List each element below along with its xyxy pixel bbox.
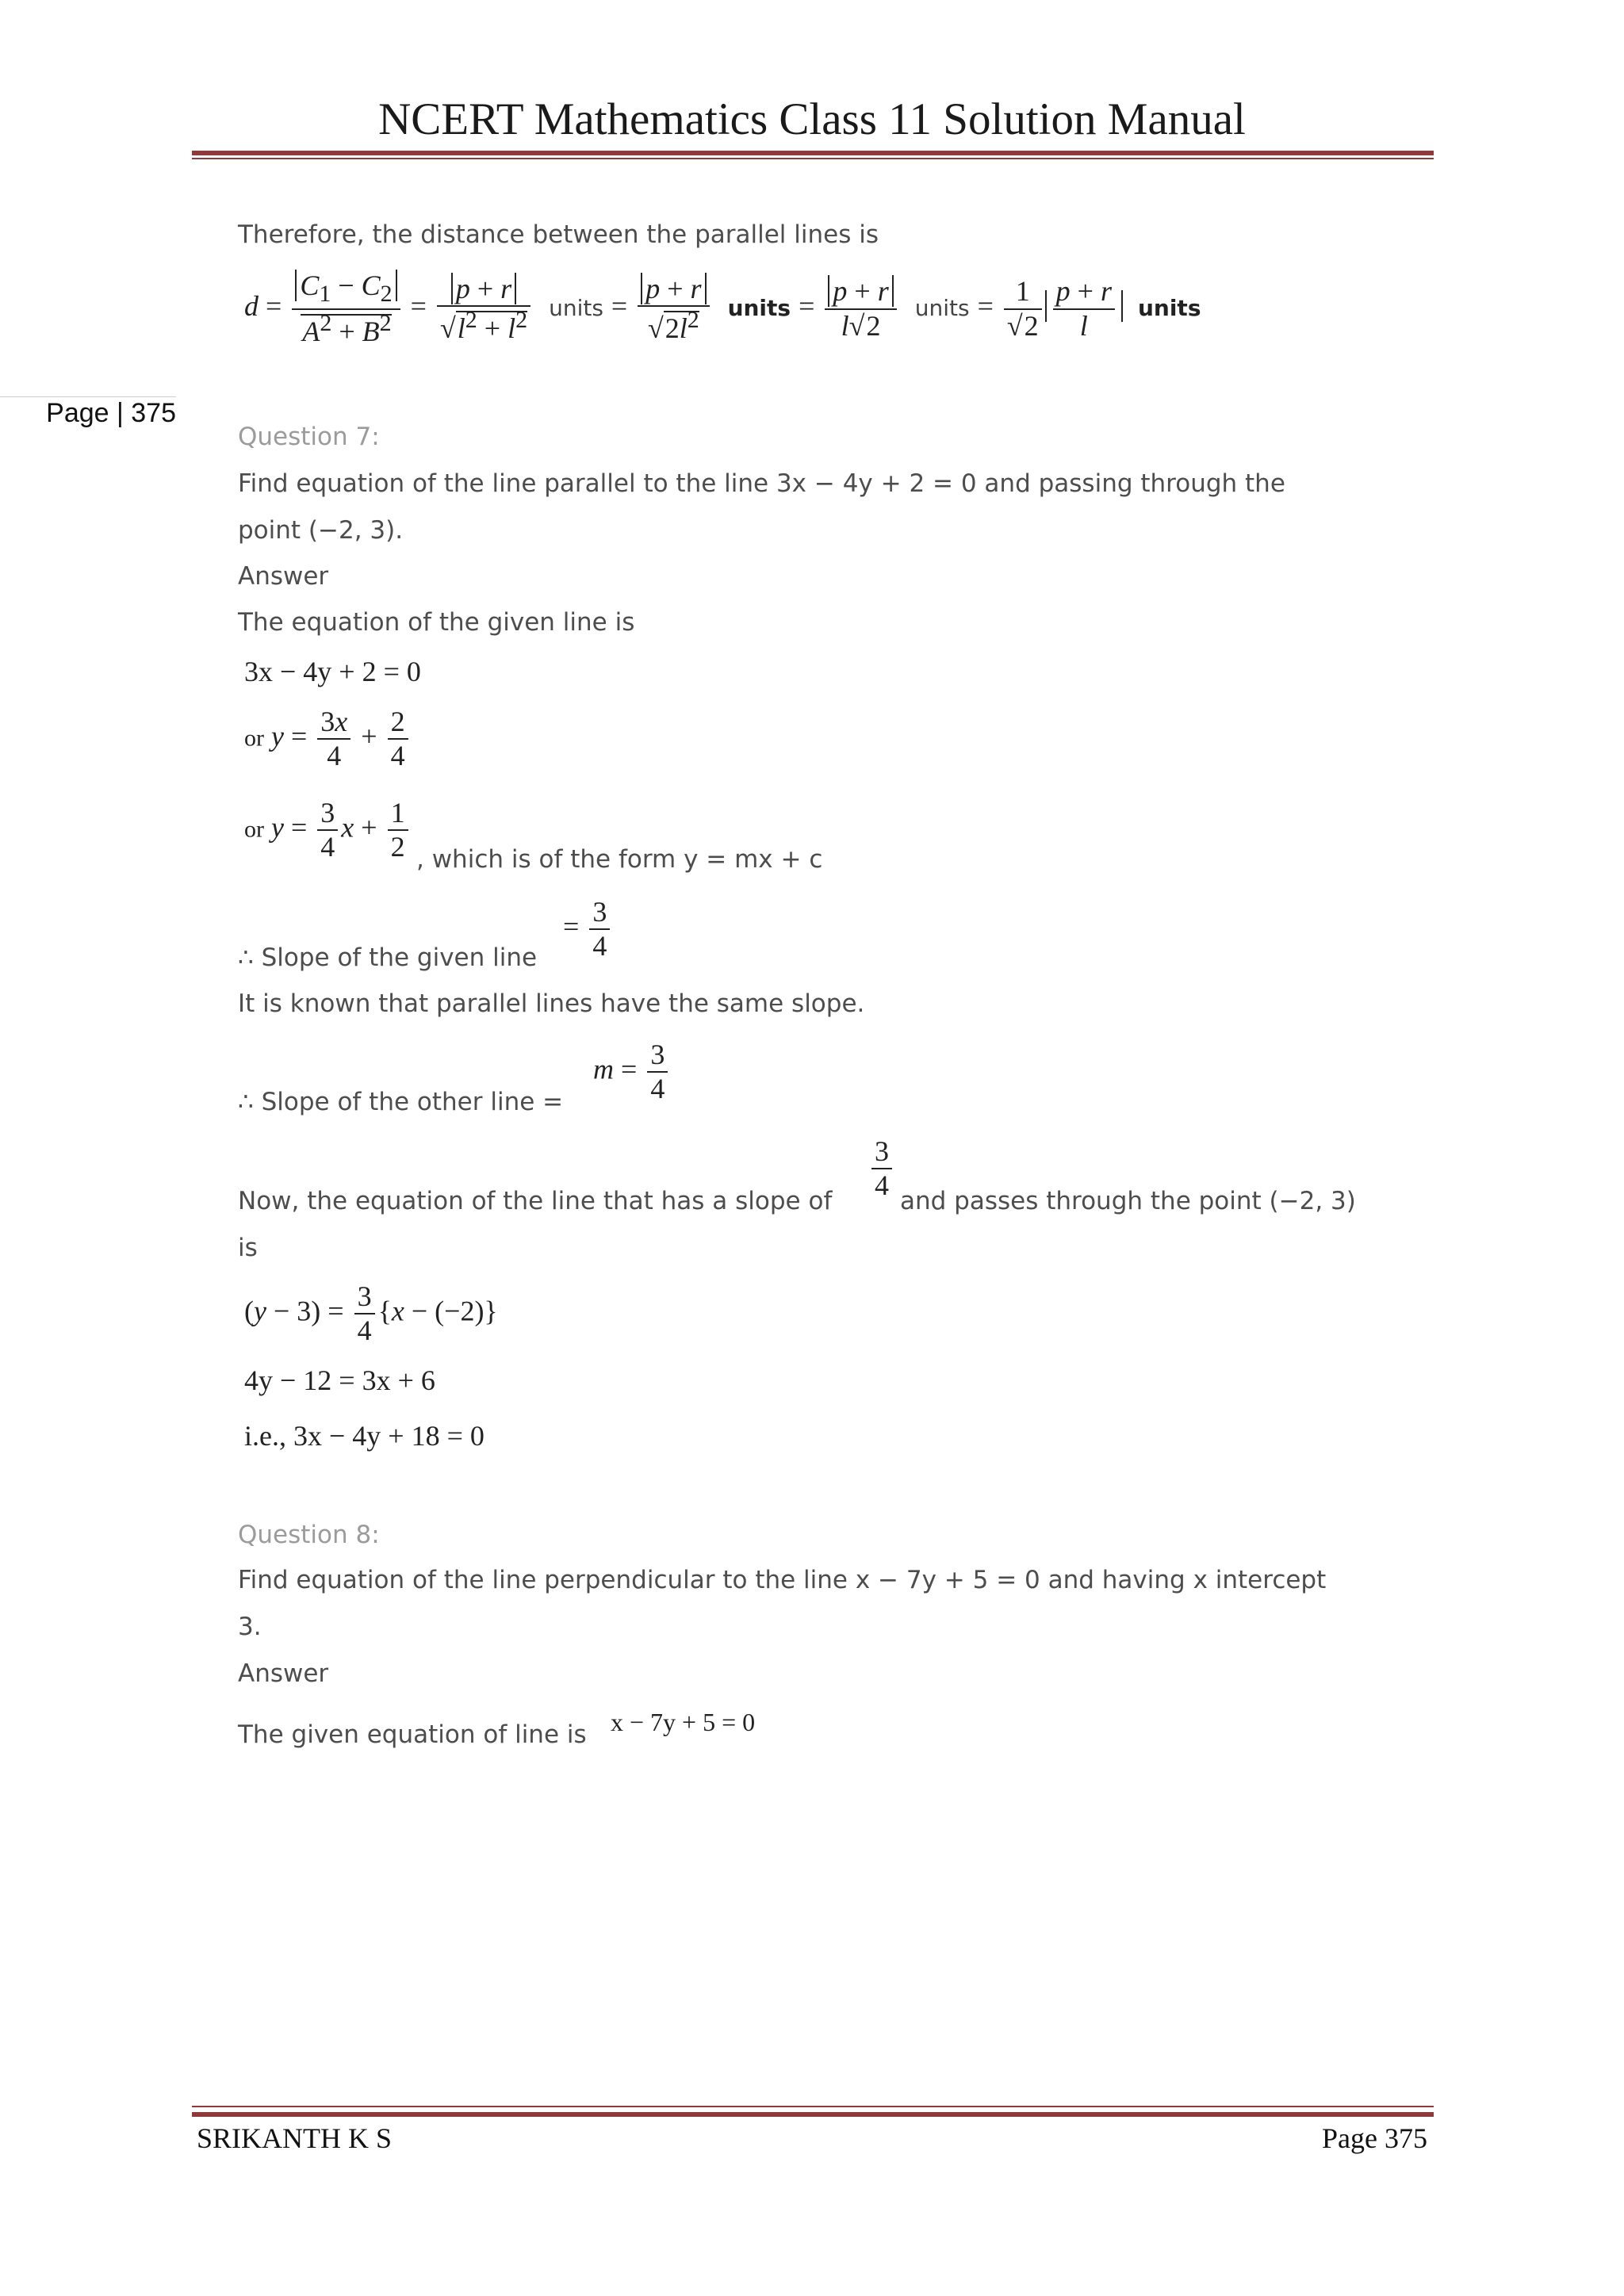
q8-answer-label: Answer	[238, 1659, 329, 1688]
q8-given-eq: x − 7y + 5 = 0	[611, 1708, 756, 1736]
q7-answer-label: Answer	[238, 562, 329, 591]
q8-text-line1: Find equation of the line perpendicular to the line x − 7y + 5 = 0 and having x intercept	[238, 1566, 1327, 1594]
q7-now-text-a: Now, the equation of the line that has a slope of	[238, 1187, 833, 1215]
q7-known-text: It is known that parallel lines have the same slope.	[238, 989, 865, 1018]
q7-slope-given-value: = $\frac{3}{4}$	[563, 896, 613, 963]
q7-slope-other-text: ∴ Slope of the other line =	[238, 1088, 564, 1116]
q7-slope-given-text: ∴ Slope of the given line	[238, 943, 538, 972]
side-rule	[0, 396, 176, 397]
footer-rule-thin	[192, 2106, 1434, 2107]
q7-slope-other-value: m = $\frac{3}{4}$	[593, 1039, 671, 1106]
q7-text-line1: Find equation of the line parallel to the line 3x − 4y + 2 = 0 and passing through the	[238, 469, 1285, 498]
q7-heading: Question 7:	[238, 423, 380, 451]
q7-eq2: or y = $\frac{3x}{4}$ + $\frac{2}{4}$	[244, 706, 412, 773]
q7-eq-b: 4y − 12 = 3x + 6	[244, 1364, 435, 1396]
q8-text-line2: 3.	[238, 1613, 262, 1641]
footer-rule-thick	[192, 2112, 1434, 2117]
q7-is-text: is	[238, 1234, 258, 1262]
footer-page-number: Page 375	[1322, 2122, 1427, 2154]
q8-heading: Question 8:	[238, 1521, 380, 1549]
q7-given-text: The equation of the given line is	[238, 608, 635, 637]
q7-eq-c: i.e., 3x − 4y + 18 = 0	[244, 1420, 485, 1452]
side-page-label: Page | 375	[46, 398, 176, 428]
q7-form-text: , which is of the form y = mx + c	[416, 845, 823, 874]
q7-now-slope-fraction: $\frac{3}{4}$	[868, 1135, 895, 1203]
q7-eq3: or y = $\frac{3}{4}$ x + $\frac{1}{2}$	[244, 797, 412, 864]
footer-author: SRIKANTH K S	[197, 2122, 393, 2154]
q7-eq-a: (y − 3) = $\frac{3}{4}$ {x − (−2)}	[244, 1280, 498, 1347]
q7-eq1: 3x − 4y + 2 = 0	[244, 656, 421, 687]
q8-given-text: The given equation of line is	[238, 1720, 587, 1749]
distance-formula: d = $\frac{C_1 - C_2}{A^2 + B^2}$ = $\frac{p + r}{√l^2 + l^2}$ units = $\frac{p + r}{√2l^2}$ units = $\frac{p + r}{l√2}$ units = $\frac{1}{√2}$ $\frac{p + r}{l}$ units	[244, 270, 1201, 347]
header-rule-thick	[192, 151, 1434, 155]
q7-now-text-b: and passes through the point (−2, 3)	[900, 1187, 1356, 1215]
header-title: NCERT Mathematics Class 11 Solution Manual	[378, 94, 1246, 144]
q7-text-line2: point (−2, 3).	[238, 516, 404, 545]
header-rule-thin	[192, 158, 1434, 159]
intro-text: Therefore, the distance between the parallel lines is	[238, 220, 879, 249]
